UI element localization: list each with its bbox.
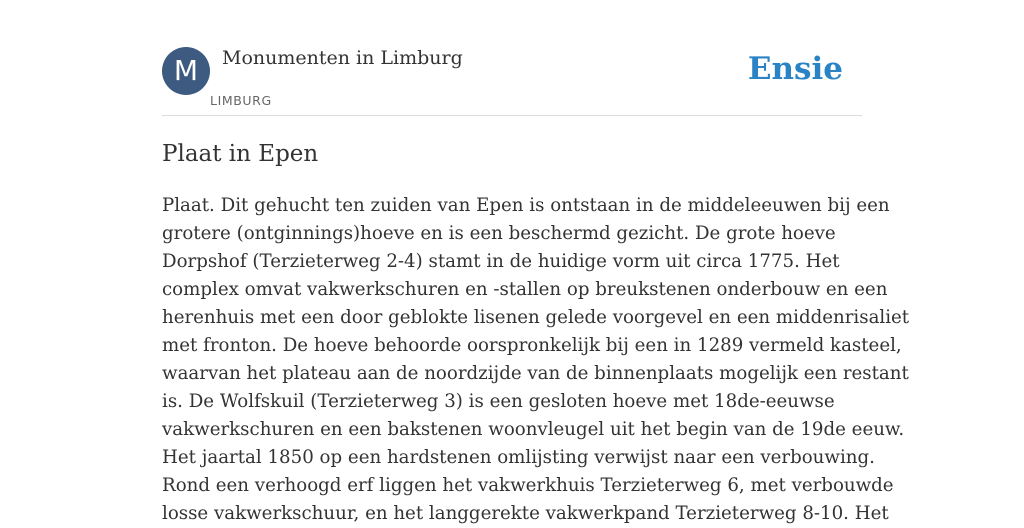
header [162,0,862,116]
source-title[interactable]: Monumenten in Limburg [222,47,463,69]
article-line: grotere (ontginnings)hoeve en is een beschermd gezicht. De grote hoeve [162,223,836,244]
article-line: waarvan het plateau aan de noordzijde van de binnenplaats mogelijk een restant [162,363,909,384]
avatar[interactable]: M [162,47,210,95]
brand-logo[interactable]: Ensie [747,51,843,87]
page-title: Plaat in Epen [162,141,319,167]
article-line: is. De Wolfskuil (Terzieterweg 3) is een gesloten hoeve met 18de-eeuwse [162,391,835,412]
page-container [162,0,910,524]
article-line: complex omvat vakwerkschuren en -stallen op breukstenen onderbouw en een [162,279,888,300]
article-line: Het jaartal 1850 op een hardstenen omlijsting verwijst naar een verbouwing. [162,447,875,468]
article-line: Plaat. Dit gehucht ten zuiden van Epen is ontstaan in de middeleeuwen bij een [162,195,890,216]
article-line: herenhuis met een door geblokte lisenen gelede voorgevel en een middenrisaliet [162,307,910,328]
article-line: vakwerkschuren en een bakstenen woonvleugel uit het begin van de 19de eeuw. [162,419,905,440]
article-line: Dorpshof (Terzieterweg 2-4) stamt in de huidige vorm uit circa 1775. Het [162,251,840,272]
article-line: met fronton. De hoeve behoorde oorspronkelijk bij een in 1289 vermeld kasteel, [162,335,902,356]
article-body [162,192,910,528]
article-line: losse vakwerkschuur, en het langgerekte vakwerkpand Terzieterweg 8-10. Het [162,503,889,524]
article-line: Rond een verhoogd erf liggen het vakwerkhuis Terzieterweg 6, met verbouwde [162,475,894,496]
source-category[interactable]: LIMBURG [210,93,272,108]
